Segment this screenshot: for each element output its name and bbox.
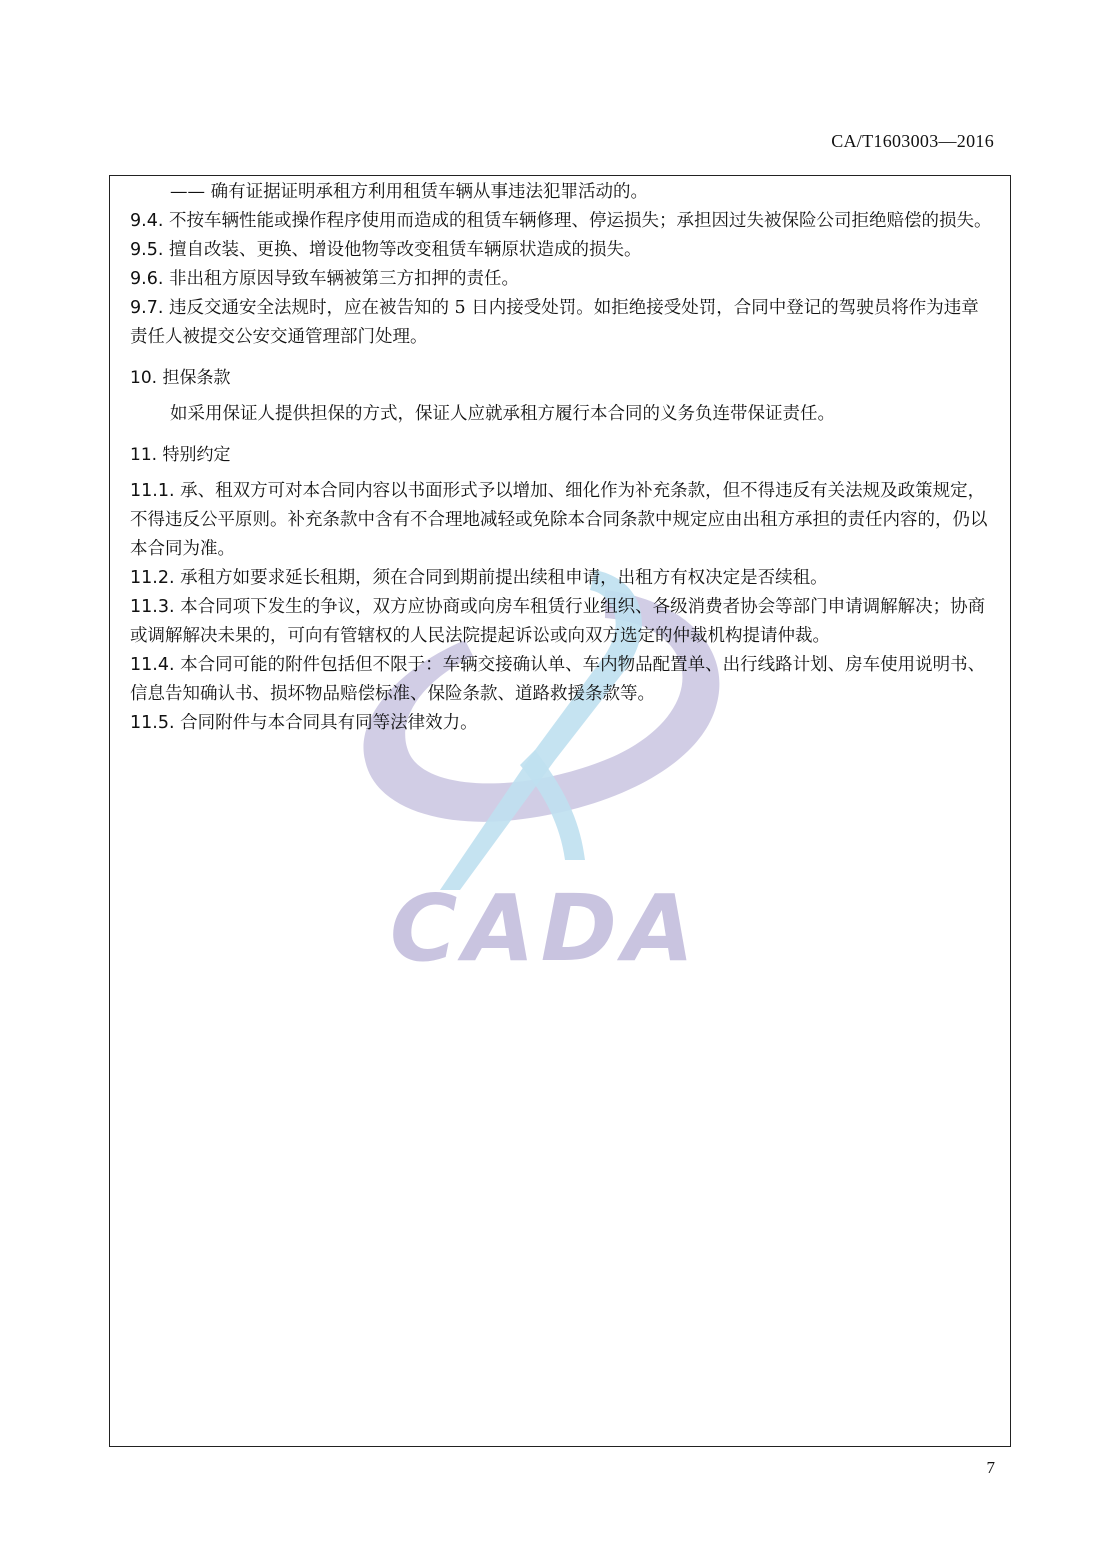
clause-number: 9.5. (130, 240, 164, 260)
clause-text: 承、租双方可对本合同内容以书面形式予以增加、细化作为补充条款，但不得违反有关法规及政策规定，不得违反公平原则。补充条款中含有不合理地减轻或免除本合同条款中规定应由出租方承担的责任内容的，仍以本合同为准。 (130, 481, 988, 559)
clause-text: 本合同项下发生的争议，双方应协商或向房车租赁行业组织、各级消费者协会等部门申请调解解决；协商或调解解决未果的，可向有管辖权的人民法院提起诉讼或向双方选定的仲裁机构提请仲裁。 (130, 597, 986, 646)
section-heading-10: 10. 担保条款 (130, 368, 231, 388)
watermark-logo-text: CADA (389, 875, 701, 980)
standard-code: CA/T1603003—2016 (831, 131, 994, 151)
document-body (130, 178, 994, 738)
clause-text: 违反交通安全法规时，应在被告知的 5 日内接受处罚。如拒绝接受处罚，合同中登记的驾驶员将作为违章责任人被提交公安交通管理部门处理。 (130, 298, 979, 347)
clause-text: 不按车辆性能或操作程序使用而造成的租赁车辆修理、停运损失；承担因过失被保险公司拒绝赔偿的损失。 (168, 211, 992, 231)
clause-text: 承租方如要求延长租期，须在合同到期前提出续租申请，出租方有权决定是否续租。 (180, 568, 828, 588)
clause-number: 11.4. (130, 655, 175, 675)
clause-number: 11.3. (130, 597, 175, 617)
section-heading-11: 11. 特别约定 (130, 445, 231, 465)
clause-number: 11.1. (130, 481, 175, 501)
clause-text: 合同附件与本合同具有同等法律效力。 (180, 713, 478, 733)
bullet-item: —— 确有证据证明承租方利用租赁车辆从事违法犯罪活动的。 (170, 182, 649, 202)
clause-11-4 (130, 651, 994, 709)
clause-9-6 (130, 265, 994, 294)
clause-11-1 (130, 477, 994, 564)
clause-11-5 (130, 709, 994, 738)
clause-text: 非出租方原因导致车辆被第三方扣押的责任。 (168, 269, 519, 289)
clause-number: 9.6. (130, 269, 164, 289)
clause-text: 本合同可能的附件包括但不限于：车辆交接确认单、车内物品配置单、出行线路计划、房车使用说明书、信息告知确认书、损坏物品赔偿标准、保险条款、道路救援条款等。 (130, 655, 986, 704)
page-number: 7 (986, 1458, 995, 1477)
clause-9-4 (130, 207, 994, 236)
clause-11-2 (130, 564, 994, 593)
clause-number: 11.2. (130, 568, 175, 588)
clause-9-5 (130, 236, 994, 265)
clause-number: 11.5. (130, 713, 175, 733)
section-10-text: 如采用保证人提供担保的方式，保证人应就承租方履行本合同的义务负连带保证责任。 (170, 404, 835, 424)
clause-11-3 (130, 593, 994, 651)
clause-9-7 (130, 294, 994, 352)
clause-number: 9.4. (130, 211, 164, 231)
clause-text: 擅自改装、更换、增设他物等改变租赁车辆原状造成的损失。 (168, 240, 642, 260)
clause-number: 9.7. (130, 298, 164, 318)
